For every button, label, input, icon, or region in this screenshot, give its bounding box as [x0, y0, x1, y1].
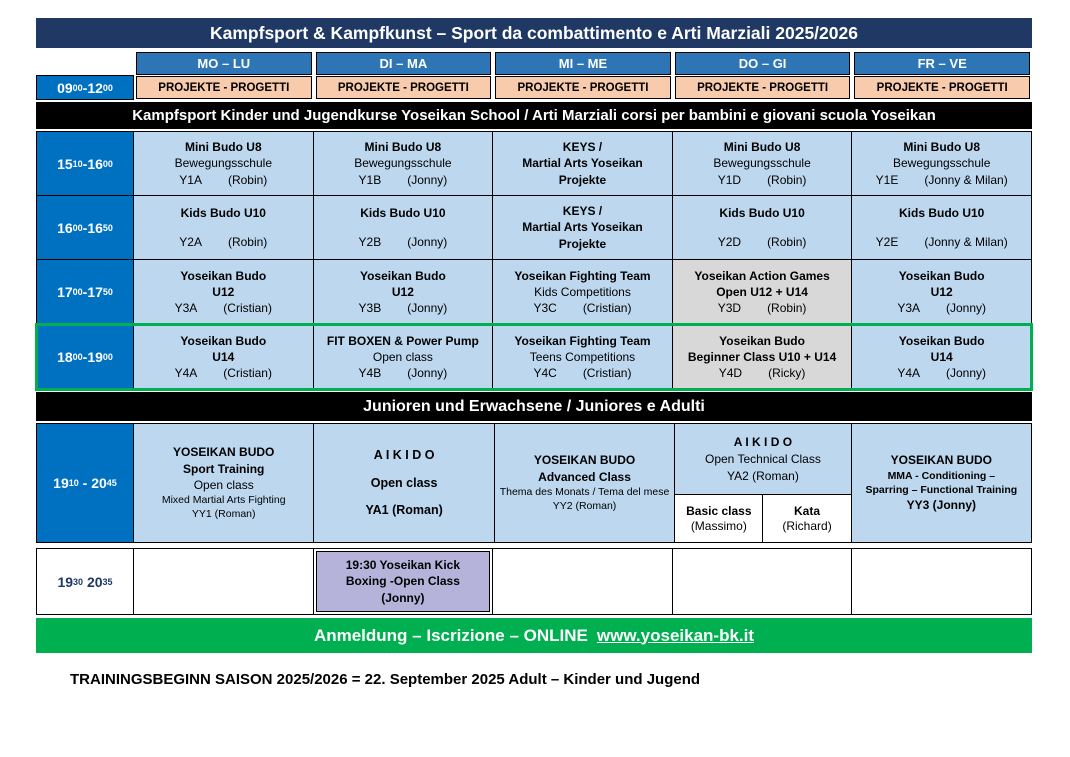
- class-line: Advanced Class: [538, 469, 631, 484]
- class-line: Bewegungsschule: [713, 156, 811, 171]
- class-line: Boxing -Open Class: [345, 574, 460, 589]
- class-cell-di-1600: [313, 195, 494, 260]
- class-code-line: [854, 366, 1029, 380]
- class-teacher: (Jonny): [946, 301, 987, 316]
- class-code-line: [854, 301, 1029, 315]
- class-line: Kids Budo U10: [719, 206, 805, 221]
- day-header-di: DI – MA: [316, 52, 492, 75]
- class-code: Y2D: [717, 234, 742, 249]
- class-code-line: [854, 173, 1029, 187]
- class-teacher: (Robin): [767, 301, 807, 316]
- class-line: Open class: [372, 349, 433, 364]
- class-teacher: (Richard): [782, 519, 832, 533]
- time-cell-1910-2045: 19 10 - 20 45: [36, 423, 134, 543]
- class-code: Y3C: [533, 301, 557, 316]
- class-line: YY1 (Roman): [191, 508, 256, 521]
- class-line: Open Technical Class: [705, 451, 821, 466]
- class-code: Y3A: [174, 301, 198, 316]
- class-code: Y4C: [533, 366, 557, 381]
- class-cell-mo-1510: [133, 131, 314, 196]
- class-line: Mini Budo U8: [184, 140, 262, 155]
- class-line: KEYS /: [562, 204, 603, 219]
- class-line: Bewegungsschule: [892, 156, 991, 171]
- class-line: YY2 (Roman): [552, 500, 617, 513]
- day-header-mo: MO – LU: [136, 52, 312, 75]
- class-line: Kids Budo U10: [899, 206, 985, 221]
- row-1930-2035: [36, 548, 1032, 615]
- class-code-line: [316, 366, 491, 380]
- class-line: Bewegungsschule: [174, 156, 272, 171]
- class-line: U14: [930, 349, 953, 364]
- time-cell-1600-1650: 16 00 - 16 50: [36, 195, 134, 260]
- class-line: YA1 (Roman): [365, 503, 443, 518]
- projects-cell-mo: PROJEKTE - PROGETTI: [136, 76, 312, 99]
- row-1700-1750: [36, 259, 1032, 325]
- class-cell-fr-1510: [851, 131, 1032, 196]
- time-cell-1930-2035: 19 30 20 35: [36, 548, 134, 615]
- class-line: U14: [212, 349, 235, 364]
- day-header-mi: MI – ME: [495, 52, 671, 75]
- class-cell-mi-1700: [492, 259, 673, 325]
- empty-cell-fr-1930: [851, 548, 1032, 615]
- class-code-line: [675, 235, 850, 249]
- class-teacher: (Jonny & Milan): [924, 172, 1008, 187]
- time-cell-1700-1750: 17 00 - 17 50: [36, 259, 134, 325]
- class-code-line: [136, 235, 311, 249]
- class-cell-do-1600: [672, 195, 853, 260]
- row-1600-1650: [36, 195, 1032, 260]
- class-cell-di-1910: [313, 423, 494, 543]
- class-code-line: [495, 301, 670, 315]
- class-code: Y1D: [717, 172, 742, 187]
- class-code-line: YA2 (Roman): [727, 469, 799, 484]
- class-line: Yoseikan Fighting Team: [514, 333, 651, 348]
- empty-cell-mo-1930: [133, 548, 314, 615]
- class-line: Kata: [794, 503, 821, 518]
- class-line: Projekte: [558, 236, 607, 251]
- class-cell-mo-1800: [133, 324, 314, 390]
- class-code: Y3D: [717, 301, 742, 316]
- class-line: Mini Budo U8: [723, 140, 801, 155]
- class-line: Mini Budo U8: [903, 140, 980, 155]
- class-teacher: (Jonny & Milan): [924, 234, 1008, 249]
- class-line: Basic class: [686, 503, 752, 518]
- adults-section-banner: Junioren und Erwachsene / Juniores e Adulti: [36, 392, 1032, 421]
- do-subcells: [675, 494, 850, 542]
- class-line: Mixed Martial Arts Fighting: [161, 493, 286, 506]
- aikido-open-technical: [675, 424, 850, 494]
- class-cell-di-1510: [313, 131, 494, 196]
- class-line: Open class: [193, 477, 254, 492]
- class-line: Yoseikan Fighting Team: [514, 268, 651, 283]
- class-line: FIT BOXEN & Power Pump: [326, 333, 479, 348]
- signup-text: Anmeldung – Iscrizione – ONLINE: [313, 625, 588, 645]
- class-cell-do-1910: [674, 423, 851, 543]
- class-line: Sport Training: [183, 461, 265, 476]
- class-code: Y1E: [875, 172, 899, 187]
- page-title: Kampfsport & Kampfkunst – Sport da combattimento e Arti Marziali 2025/2026: [36, 18, 1032, 48]
- schedule-sheet: [36, 18, 1032, 653]
- day-header-do: DO – GI: [675, 52, 851, 75]
- day-header-fr: FR – VE: [854, 52, 1030, 75]
- class-line: Yoseikan Budo: [898, 333, 985, 348]
- class-line: Teens Competitions: [529, 349, 636, 364]
- row-1910-2045: [36, 423, 1032, 543]
- class-cell-mi-1600: [492, 195, 673, 260]
- projects-cell-do: PROJEKTE - PROGETTI: [675, 76, 851, 99]
- class-line: Yoseikan Budo: [898, 268, 985, 283]
- class-teacher: (Jonny): [407, 366, 448, 381]
- class-teacher: (Cristian): [223, 366, 272, 381]
- class-code-line: [316, 173, 491, 187]
- class-teacher: (Cristian): [223, 301, 272, 316]
- class-teacher: (Cristian): [582, 301, 632, 316]
- class-line: Mini Budo U8: [364, 140, 442, 155]
- class-teacher: (Jonny): [407, 234, 448, 249]
- class-code-line: [136, 301, 311, 315]
- class-line: Kids Budo U10: [360, 206, 446, 221]
- row-1800-1900: [36, 324, 1032, 390]
- class-code-line: [136, 366, 311, 380]
- day-header-row: [36, 52, 1032, 75]
- class-teacher: (Jonny): [407, 172, 448, 187]
- class-line: A I K I D O: [733, 434, 793, 449]
- class-line: Yoseikan Budo: [180, 268, 267, 283]
- projects-cell-fr: PROJEKTE - PROGETTI: [854, 76, 1030, 99]
- class-line: 19:30 Yoseikan Kick: [345, 558, 461, 573]
- class-line: Projekte: [558, 172, 607, 187]
- footer-note: TRAININGSBEGINN SAISON 2025/2026 = 22. September 2025 Adult – Kinder und Jugend: [70, 671, 701, 688]
- signup-link[interactable]: www.yoseikan-bk.it: [596, 625, 755, 645]
- projects-cell-di: PROJEKTE - PROGETTI: [316, 76, 492, 99]
- class-cell-mi-1510: [492, 131, 673, 196]
- class-line: Bewegungsschule: [354, 156, 452, 171]
- class-code: Y1B: [358, 172, 382, 187]
- kata-subcell: [762, 495, 850, 542]
- class-teacher: (Robin): [227, 234, 268, 249]
- class-line: Sparring – Functional Training: [865, 484, 1018, 496]
- class-line: YOSEIKAN BUDO: [890, 453, 992, 468]
- class-code: Y4A: [174, 366, 198, 381]
- class-code-line: [675, 173, 850, 187]
- basic-class-subcell: [675, 495, 762, 542]
- class-teacher: (Ricky): [768, 366, 806, 381]
- class-code: Y3A: [897, 301, 920, 316]
- class-cell-do-1800: [672, 324, 853, 390]
- projects-row: [36, 75, 1032, 100]
- class-code-line: [495, 366, 670, 380]
- time-cell-0900-1200: 09 00 - 12 00: [36, 75, 134, 100]
- class-line: Kids Competitions: [534, 284, 631, 299]
- class-line: Martial Arts Yoseikan: [522, 156, 643, 171]
- class-line: Yoseikan Action Games: [694, 268, 830, 283]
- kick-boxing-class: [316, 551, 491, 612]
- time-cell-1800-1900: 18 00 - 19 00: [36, 324, 134, 390]
- signup-banner: [36, 618, 1032, 653]
- class-cell-di-1930: [313, 548, 494, 615]
- class-line: YOSEIKAN BUDO: [533, 453, 636, 468]
- class-line: Thema des Monats / Tema del mese: [499, 485, 670, 498]
- kids-schedule-grid: [36, 131, 1032, 390]
- class-line: U12: [391, 284, 414, 299]
- class-teacher: (Robin): [227, 172, 268, 187]
- class-code: Y1A: [179, 172, 202, 187]
- class-code: Y2B: [358, 234, 382, 249]
- class-code-line: [316, 235, 491, 249]
- class-code: Y2E: [875, 234, 899, 249]
- class-teacher: (Robin): [767, 234, 807, 249]
- class-cell-mi-1800: [492, 324, 673, 390]
- class-line: Beginner Class U10 + U14: [687, 349, 837, 364]
- class-code: Y3B: [358, 301, 382, 316]
- class-line: Kids Budo U10: [180, 206, 266, 221]
- class-line: YOSEIKAN BUDO: [173, 445, 275, 460]
- class-code-line: [136, 173, 311, 187]
- class-cell-fr-1600: [851, 195, 1032, 260]
- class-line: Yoseikan Budo: [719, 333, 805, 348]
- class-code-line: [316, 301, 491, 315]
- class-cell-do-1510: [672, 131, 853, 196]
- class-cell-do-1700: [672, 259, 853, 325]
- class-line: A I K I D O: [373, 447, 435, 462]
- class-cell-fr-1800: [851, 324, 1032, 390]
- class-code-line: [675, 301, 850, 315]
- class-line: KEYS /: [562, 140, 603, 155]
- projects-cell-mi: PROJEKTE - PROGETTI: [495, 76, 671, 99]
- class-line: (Jonny): [381, 590, 425, 605]
- class-teacher: (Jonny): [407, 301, 448, 316]
- class-line: U12: [212, 284, 235, 299]
- class-line: Yoseikan Budo: [359, 268, 446, 283]
- class-line: MMA - Conditioning –: [887, 469, 996, 482]
- class-cell-fr-1910: [851, 423, 1032, 543]
- class-code: Y4B: [358, 366, 382, 381]
- class-line: Open U12 + U14: [716, 284, 808, 299]
- empty-cell-do-1930: [672, 548, 853, 615]
- class-cell-di-1800: [313, 324, 494, 390]
- class-code: Y4D: [718, 366, 743, 381]
- class-teacher: (Jonny): [946, 366, 987, 381]
- class-line: U12: [930, 284, 953, 299]
- class-cell-mo-1700: [133, 259, 314, 325]
- class-line: Martial Arts Yoseikan: [522, 220, 643, 235]
- class-line: YY3 (Jonny): [906, 498, 976, 513]
- class-cell-fr-1700: [851, 259, 1032, 325]
- class-teacher: (Robin): [767, 172, 807, 187]
- class-teacher: (Massimo): [690, 519, 747, 533]
- class-cell-mi-1910: [494, 423, 675, 543]
- time-cell-1510-1600: 15 10 - 16 00: [36, 131, 134, 196]
- class-line: Yoseikan Budo: [180, 333, 267, 348]
- empty-cell-mi-1930: [492, 548, 673, 615]
- class-teacher: (Cristian): [582, 366, 632, 381]
- class-code: Y2A: [179, 234, 202, 249]
- class-code-line: [675, 366, 850, 380]
- kids-section-banner: Kampfsport Kinder und Jugendkurse Yoseikan School / Arti Marziali corsi per bambini e giovani scuola Yoseikan: [36, 102, 1032, 129]
- corner-cell: [36, 52, 134, 75]
- class-code: Y4A: [897, 366, 920, 381]
- class-cell-mo-1910: [133, 423, 314, 543]
- class-line: Open class: [370, 475, 438, 490]
- class-code-line: [854, 235, 1029, 249]
- row-1510-1600: [36, 131, 1032, 196]
- class-cell-di-1700: [313, 259, 494, 325]
- class-cell-mo-1600: [133, 195, 314, 260]
